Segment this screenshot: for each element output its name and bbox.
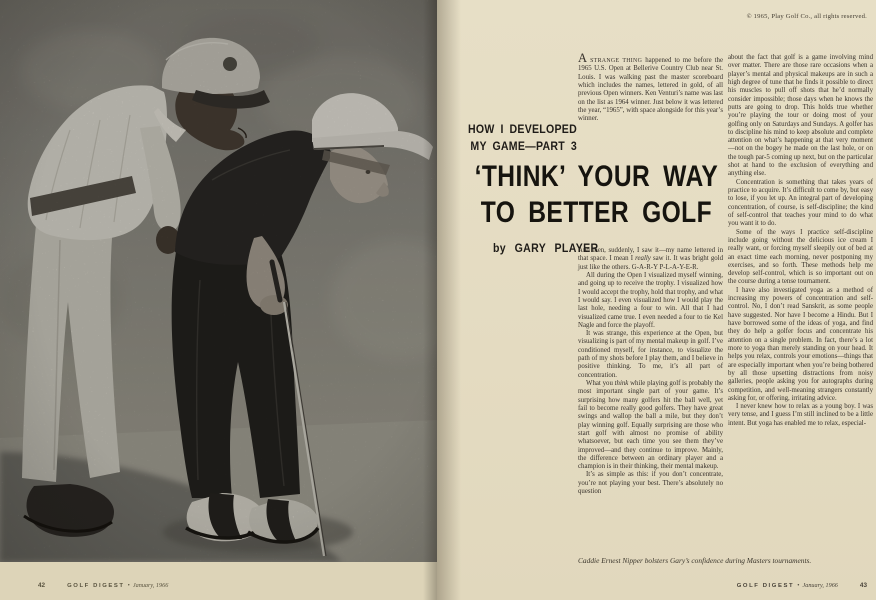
footer-bullet: • [797, 582, 800, 589]
page-number-right: 43 [859, 582, 867, 589]
magazine-name: GOLF DIGEST [736, 583, 795, 589]
title-line-2: TO BETTER GOLF [480, 196, 713, 229]
paragraph: I have also investigated yoga as a method of increasing my powers of concentration and self-control. No, I don’t read Sanskrit, as some people have suggested. Nor have I become a Hindu. But I have borrowed some of the ideas of yoga, and find they do help a golfer focus and concentrate his attention on a single problem. In fact, there’s a lot more to yoga than merely standing on your head. It helps you relax, controls your emotions—things that are especially important when you’re being bothered by all those upsetting distractions from noisy galleries, people asking you for autographs during competition, and well-meaning strangers constantly asking for, or offering, irritating advice. [728, 286, 873, 402]
magazine-name: GOLF DIGEST [67, 583, 125, 589]
paragraph: Concentration is something that takes years of practice to acquire. It’s difficult to come by, but easy to lose, if you let up. An integral part of developing concentration, of course, is self-discipline; the kind of self-control that teaches your mind to do what you want it to do. [728, 178, 873, 228]
paragraph: I never knew how to relax as a young boy. I was very tense, and I guess I’m still inclined to be a little intent. But yoga has enabled me to relax, especial- [728, 403, 873, 427]
paragraph: All during the Open I visualized myself winning, and going up to receive the trophy. I visualized how I would accept the trophy, hold that trophy, and what I would say. I even visualized how I would play the last hole, needing a four to win. All that I had visualized came true. I even needed a four to tie Kel Nagle and force the playoff. [578, 271, 723, 329]
photo-caption: Caddie Ernest Nipper bolsters Gary’s confidence during Masters tournaments. [578, 556, 812, 565]
footer-bullet: • [127, 582, 130, 589]
kicker-line-1: HOW I DEVELOPED [468, 122, 577, 136]
column-2-body [728, 54, 873, 428]
article-byline: by GARY PLAYER [493, 241, 599, 255]
lead-smallcaps: STRANGE THING [587, 58, 646, 64]
column-1-body [578, 247, 723, 557]
drop-cap: A [578, 51, 588, 65]
kicker-line-2: MY GAME—PART 3 [470, 138, 577, 153]
issue-date: January, 1966 [802, 582, 838, 589]
paragraph: It’s as simple as this: if you don’t concentrate, you’re not playing your best. There’s absolutely no question [578, 471, 723, 496]
paragraph: And then, suddenly, I saw it—my name lettered in that space. I mean I really saw it. It was bright gold just like the others. G-A-R-Y P-L-A-Y-E-R. [578, 247, 723, 271]
article-kicker [443, 121, 577, 154]
article-title [457, 159, 736, 231]
paragraph: It was strange, this experience at the Open, but visualizing is part of my mental makeup in golf. I’ve conditioned myself, for instance, to visualize the path of my shots before I play them, and I believe in positive thinking. To me, it’s all part of concentration. [578, 330, 723, 379]
title-line-1: ‘THINK’ YOUR WAY [474, 160, 719, 193]
footer-right [737, 582, 867, 589]
column-1-lead [578, 51, 723, 124]
right-page [437, 0, 876, 600]
paragraph: Some of the ways I practice self-discipline include going without the delicious ice cream I really want, or forcing myself sleepily out of bed at an exact time each morning, never postponing my exercises, and so forth. These methods help me develop self-control, which is so important out on the course during a tense tournament. [728, 228, 873, 286]
left-page [0, 0, 437, 600]
copyright-notice: © 1965, Play Golf Co., all rights reserved. [746, 13, 867, 20]
paragraph: about the fact that golf is a game involving mind over matter. There are those rare occasions when a player’s mental and physical makeups are in such a high degree of tune that he finds it possible to direct his muscles to pull off shots that he’d normally consider impossible; those days when he knows the putts are going to drop. This holds true whether you’re playing the tour or doing most of your golfing only on Saturdays and Sundays. A golfer has to discipline his mind to keep absolute and complete attention on what’s happening at that very moment—not on the bogey he made on the last hole, or on the tough par-5 coming up next, but on the particular shot at hand to the exclusion of everything and anything else. [728, 54, 873, 178]
paragraph: What you think while playing golf is probably the most important single part of your game. It’s surprising how many golfers hit the ball well, yet fail to become really good golfers. They have great swings and wallop the ball a mile, but they don’t play winning golf. Equally surprising are those who start golf with almost no promise of ability whatsoever, but each time you see them they’ve improved—and they continue to improve. Mainly, the difference between an ordinary player and a champion is in their thinking, their mental makeup. [578, 380, 723, 471]
lead-text: happened to me before the 1965 U.S. Open at Bellerive Country Club near St. Louis. I was walking past the master scoreboard which includes the names, lettered in gold, of all previous Open winners. Ken Venturi’s name was last on the list as 1964 winner. Just below it was lettered the year, “1965”, with space alongside for this year’s winner. [578, 57, 723, 123]
caddie-and-golfer-photo [0, 0, 437, 562]
lead-paragraph [578, 51, 723, 124]
issue-date: January, 1966 [132, 582, 169, 589]
page-number-left: 42 [38, 582, 46, 589]
footer-left [38, 582, 168, 589]
